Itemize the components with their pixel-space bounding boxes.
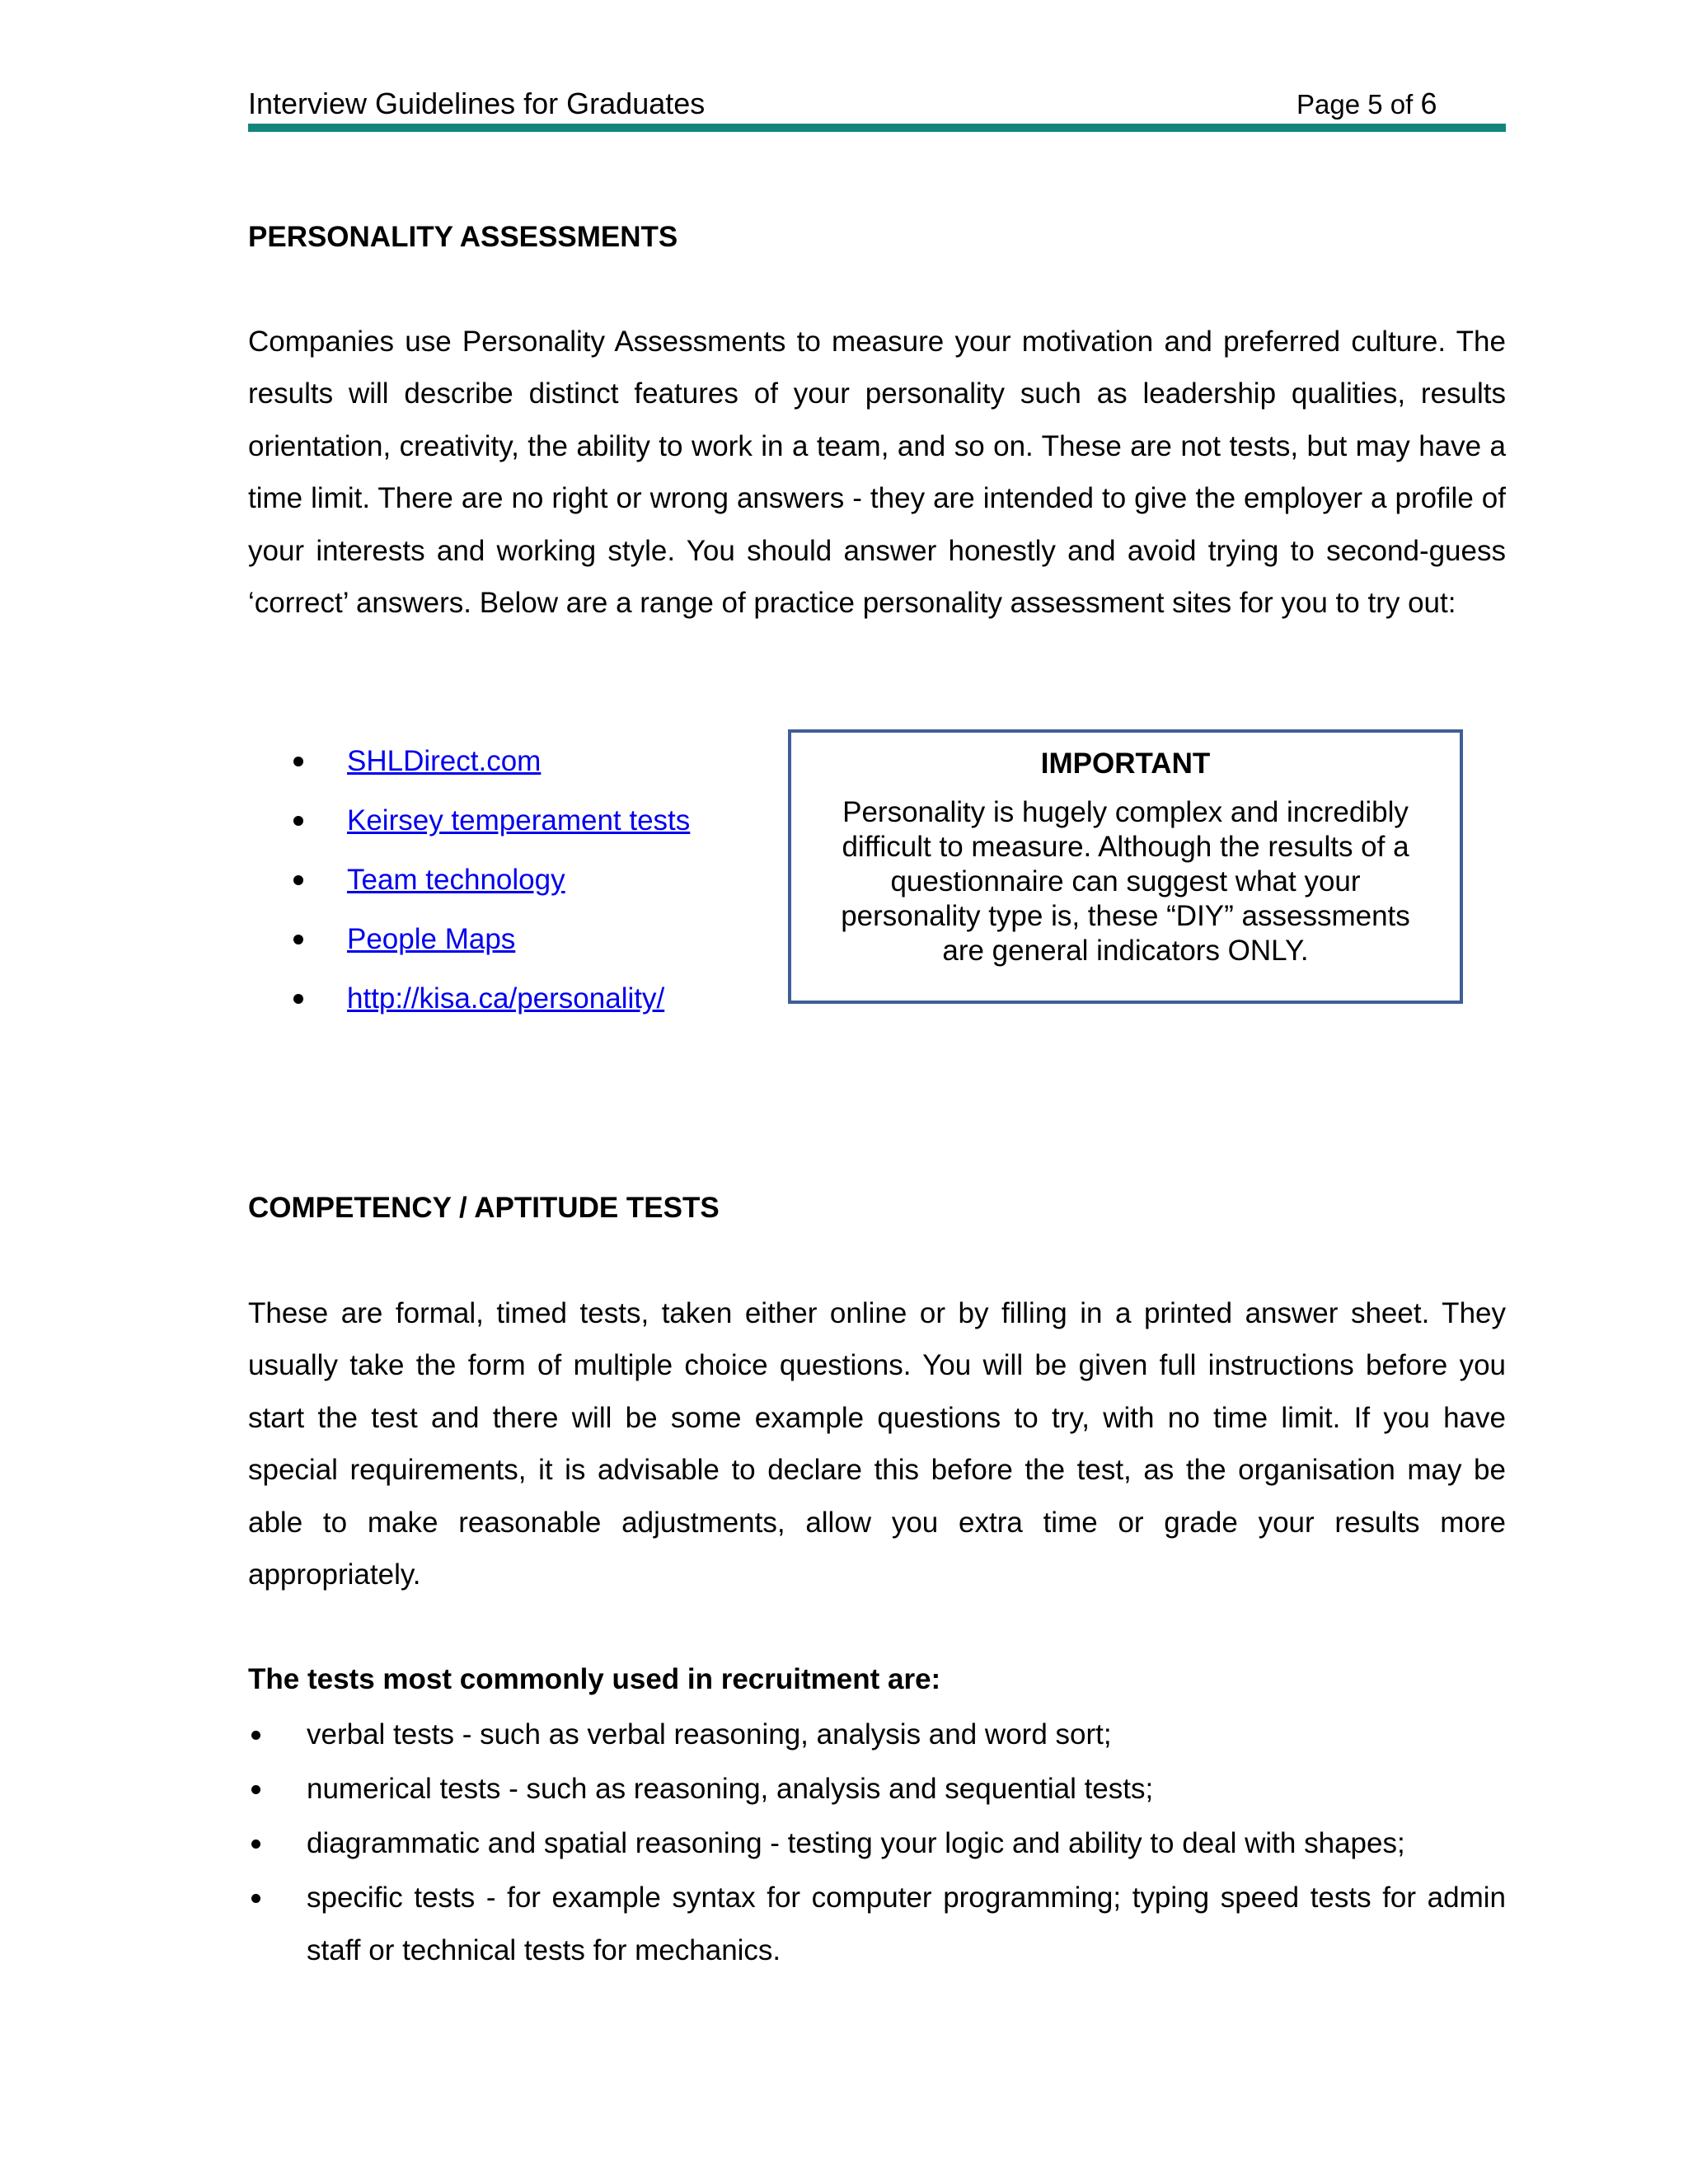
link-keirsey[interactable]: Keirsey temperament tests xyxy=(347,804,691,837)
bullet-icon xyxy=(251,1894,260,1903)
list-item xyxy=(248,1763,1506,1816)
page-total: 6 xyxy=(1420,87,1437,120)
note-title: IMPORTANT xyxy=(1040,748,1211,780)
note-body: Personality is hugely complex and incredibly difficult to measure. Although the results of a questionnaire can suggest what your personality type is, these “DIY” assessments are general indicators ONLY. xyxy=(841,796,1410,967)
link-shldirect[interactable]: SHLDirect.com xyxy=(347,745,542,777)
header-page-number xyxy=(1296,86,1437,123)
list-item xyxy=(248,1817,1506,1870)
list-item-text: specific tests - for example syntax for computer programming; typing speed tests for admin staff or technical tests for mechanics. xyxy=(307,1882,1506,1966)
bullet-icon xyxy=(293,875,303,885)
link-kisa[interactable]: http://kisa.ca/personality/ xyxy=(347,982,665,1015)
bullet-icon xyxy=(293,935,303,944)
list-item xyxy=(248,1872,1506,1977)
bullet-icon xyxy=(251,1840,260,1849)
list-item-text: numerical tests - such as reasoning, analysis and sequential tests; xyxy=(307,1773,1154,1805)
important-note-box xyxy=(788,729,1463,1004)
competency-heading: COMPETENCY / APTITUDE TESTS xyxy=(248,1192,720,1224)
link-team-technology[interactable]: Team technology xyxy=(347,864,565,896)
list-item xyxy=(248,1708,1506,1761)
tests-subheading: The tests most commonly used in recruitment are: xyxy=(248,1663,941,1695)
header-title: Interview Guidelines for Graduates xyxy=(248,87,706,120)
list-item-text: verbal tests - such as verbal reasoning, analysis and word sort; xyxy=(307,1718,1112,1750)
tests-list xyxy=(248,1708,1506,1979)
personality-paragraph: Companies use Personality Assessments to measure your motivation and preferred culture. The results will describe distinct features of your personality such as leadership qualities, results orientation, creativity, the ability to work in a team, and so on. These are not tests, but may have a time limit. There are no right or wrong answers - they are intended to give the employer a profile of your interests and working style. You should answer honestly and avoid trying to second-guess ‘correct’ answers. Below are a range of practice personality assessment sites for you to try out: xyxy=(248,326,1506,620)
bullet-icon xyxy=(251,1785,260,1794)
personality-heading: PERSONALITY ASSESSMENTS xyxy=(248,221,678,253)
bullet-icon xyxy=(251,1731,260,1740)
page-label: Page 5 of xyxy=(1296,89,1414,120)
header-rule xyxy=(248,124,1506,132)
bullet-icon xyxy=(293,994,303,1004)
bullet-icon xyxy=(293,757,303,766)
list-item-text: diagrammatic and spatial reasoning - testing your logic and ability to deal with shapes; xyxy=(307,1827,1405,1859)
link-people-maps[interactable]: People Maps xyxy=(347,923,516,955)
competency-paragraph: These are formal, timed tests, taken either online or by filling in a printed answer sheet. They usually take the form of multiple choice questions. You will be given full instructions before you start the test and there will be some example questions to try, with no time limit. If you have special requirements, it is advisable to declare this before the test, as the organisation may be able to make reasonable adjustments, allow you extra time or grade your results more appropriately. xyxy=(248,1297,1506,1591)
bullet-icon xyxy=(293,816,303,826)
